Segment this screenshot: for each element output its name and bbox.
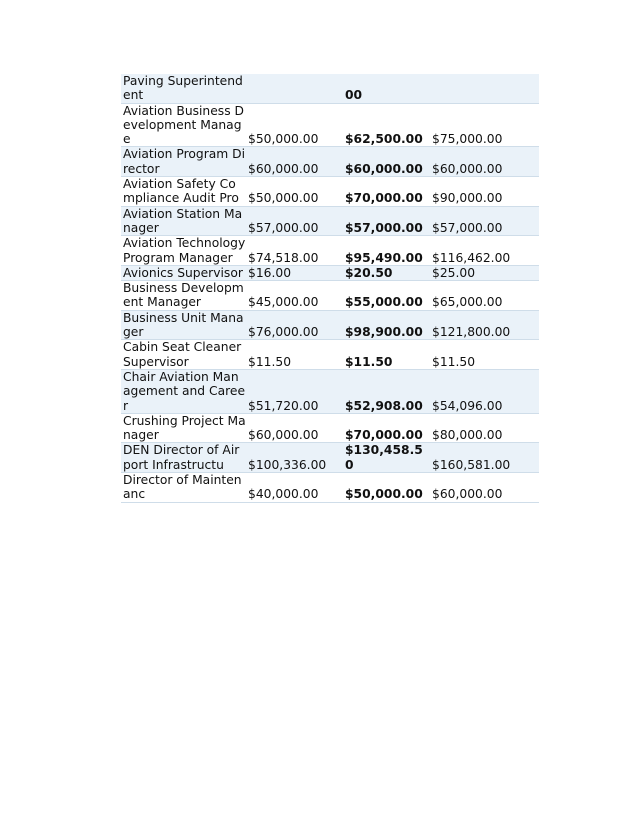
job-title-cell: Aviation Technology Program Manager [123,236,246,265]
table-row [121,281,539,311]
max-salary-cell: $90,000.00 [430,177,539,207]
job-title-cell: Aviation Station Manager [121,206,246,236]
mid-salary-cell: 00 [343,74,430,103]
min-salary-cell: $11.50 [246,340,343,370]
max-salary-cell: $54,096.00 [430,369,539,413]
job-title-cell: Director of Maintenanc [121,473,246,503]
min-salary-cell: $45,000.00 [246,281,343,311]
max-salary-cell: $65,000.00 [430,281,539,311]
min-salary-cell: $74,518.00 [246,236,343,266]
min-salary-cell: $60,000.00 [246,147,343,177]
max-salary-cell: $75,000.00 [430,103,539,147]
job-title-cell: Avionics Supervisor [121,265,246,280]
max-salary-cell: $160,581.00 [430,443,539,473]
job-title-cell: Business Unit Manager [121,310,246,340]
job-title-cell: Cabin Seat Cleaner Supervisor [121,340,246,370]
mid-salary-cell: $60,000.00 [343,147,430,177]
mid-salary-cell: $55,000.00 [343,281,430,311]
salary-table [121,74,539,503]
table-row [121,443,539,473]
job-title-cell: Paving Superintendent [121,74,246,103]
job-title-cell: Business Development Manager [121,281,246,311]
min-salary-cell: $50,000.00 [246,103,343,147]
max-salary-cell: $116,462.00 [430,236,539,266]
max-salary-cell: $57,000.00 [430,206,539,236]
job-title-cell: Chair Aviation Management and Career [123,369,246,413]
min-salary-cell: $50,000.00 [246,177,343,207]
max-salary-cell: $60,000.00 [430,147,539,177]
table-row [121,236,539,266]
mid-salary-cell: $50,000.00 [343,473,430,503]
table-row [121,340,539,370]
mid-salary-cell: $11.50 [343,340,430,370]
table-row [121,310,539,340]
job-title-cell: Aviation Program Director [123,147,246,176]
max-salary-cell: $121,800.00 [430,310,539,340]
mid-salary-cell: $130,458.50 [343,443,430,473]
table-row [121,369,539,413]
table-row [121,147,539,177]
max-salary-cell: $60,000.00 [430,473,539,503]
job-title-cell: Aviation Business Development Manage [123,103,244,147]
max-salary-cell: $11.50 [430,340,539,370]
mid-salary-cell: $57,000.00 [343,206,430,236]
job-title-cell: Crushing Project Manager [123,413,246,443]
mid-salary-cell: $95,490.00 [343,236,430,266]
mid-salary-cell: $98,900.00 [343,310,430,340]
min-salary-cell [246,74,343,103]
mid-salary-cell: $70,000.00 [343,177,430,207]
min-salary-cell: $51,720.00 [246,369,343,413]
table-row [121,177,539,207]
min-salary-cell: $60,000.00 [246,413,343,443]
job-title-cell: DEN Director of Airport Infrastructu [121,443,246,473]
mid-salary-cell: $70,000.00 [343,413,430,443]
table-row [121,413,539,443]
table-row [121,265,539,280]
mid-salary-cell: $52,908.00 [343,369,430,413]
max-salary-cell [430,74,539,103]
min-salary-cell: $57,000.00 [246,206,343,236]
max-salary-cell: $80,000.00 [430,413,539,443]
table-row [121,103,539,147]
max-salary-cell: $25.00 [430,265,539,280]
table-row [121,74,539,103]
min-salary-cell: $16.00 [246,265,343,280]
table-row [121,473,539,503]
mid-salary-cell: $62,500.00 [343,103,430,147]
mid-salary-cell: $20.50 [343,265,430,280]
min-salary-cell: $100,336.00 [246,443,343,473]
job-title-cell: Aviation Safety Compliance Audit Pro [121,177,246,207]
min-salary-cell: $76,000.00 [246,310,343,340]
table-row [121,206,539,236]
min-salary-cell: $40,000.00 [246,473,343,503]
